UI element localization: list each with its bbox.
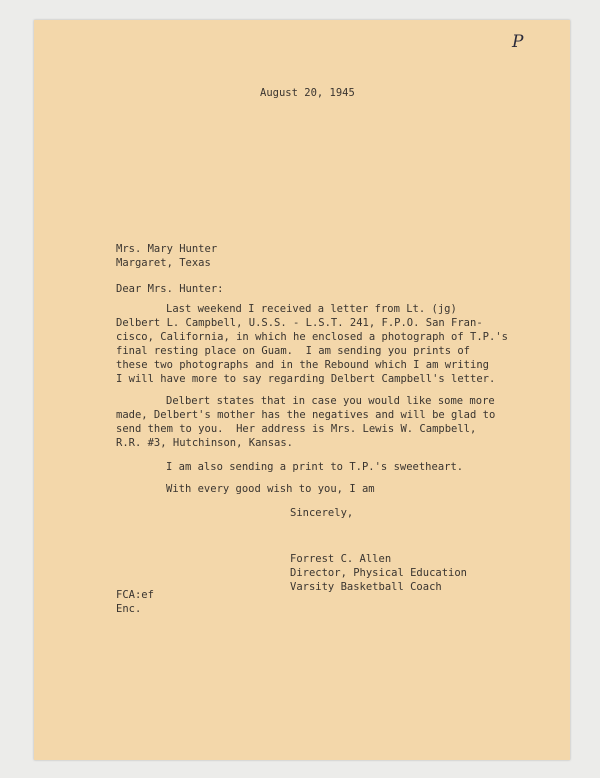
paragraph-2-line: made, Delbert's mother has the negatives and will be glad to	[116, 409, 496, 421]
paragraph-1-line: Last weekend I received a letter from Lt. (jg)	[166, 303, 457, 315]
paragraph-1-line: Delbert L. Campbell, U.S.S. - L.S.T. 241, F.P.O. San Fran-	[116, 317, 483, 329]
recipient-name: Mrs. Mary Hunter	[116, 243, 218, 255]
signer-title-2: Varsity Basketball Coach	[290, 581, 442, 593]
paragraph-1-line: cisco, California, in which he enclosed a photograph of T.P.'s	[116, 331, 508, 343]
paragraph-2-line: Delbert states that in case you would like some more	[166, 395, 495, 407]
paragraph-2-line: R.R. #3, Hutchinson, Kansas.	[116, 437, 294, 449]
paragraph-1-line: I will have more to say regarding Delbert Campbell's letter.	[116, 373, 496, 385]
closing: Sincerely,	[290, 507, 354, 519]
paragraph-1-line: final resting place on Guam. I am sending you prints of	[116, 345, 471, 357]
paragraph-3: I am also sending a print to T.P.'s sweetheart.	[166, 461, 464, 473]
signer-name: Forrest C. Allen	[290, 553, 392, 565]
salutation: Dear Mrs. Hunter:	[116, 283, 224, 295]
enclosure-note: Enc.	[116, 603, 142, 615]
recipient-city: Margaret, Texas	[116, 257, 211, 269]
reference-initials: FCA:ef	[116, 589, 154, 601]
closing-line: With every good wish to you, I am	[166, 483, 375, 495]
paragraph-1-line: these two photographs and in the Rebound which I am writing	[116, 359, 489, 371]
signer-title: Director, Physical Education	[290, 567, 468, 579]
handwritten-mark: P	[512, 32, 524, 52]
paragraph-2-line: send them to you. Her address is Mrs. Lewis W. Campbell,	[116, 423, 477, 435]
letter-date: August 20, 1945	[260, 87, 355, 99]
letter-sheet	[34, 20, 570, 760]
